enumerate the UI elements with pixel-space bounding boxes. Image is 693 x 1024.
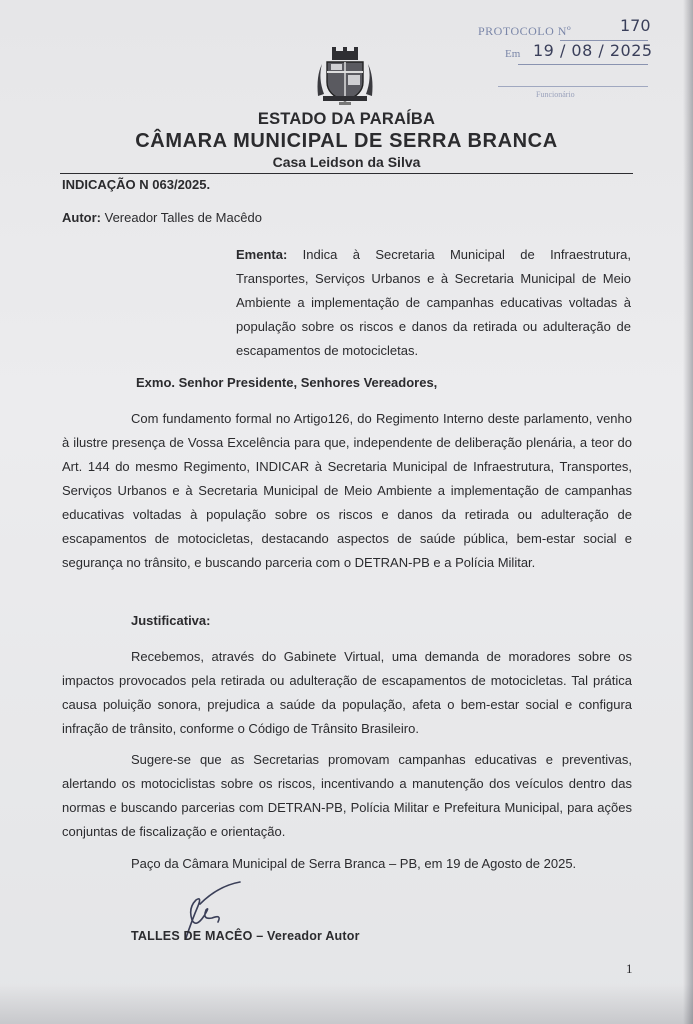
author-label: Autor: [62,210,101,225]
page-edge-shadow [683,0,693,1024]
ementa-block [236,243,631,363]
justification-heading: Justificativa: [131,613,211,628]
header-house-name: Casa Leidson da Silva [272,154,421,170]
stamp-date: 19 / 08 / 2025 [533,41,653,60]
body-paragraph-3: Sugere-se que as Secretarias promovam campanhas educativas e preventivas, alertando os motociclistas sobre os riscos, incentivando a manutenção dos veículos dentro das normas e buscando parcerias com DETRAN-PB, Polícia Militar e Prefeitura Municipal, para ações conjuntas de fiscalização e orientação. [62,752,632,839]
ementa-text: Indica à Secretaria Municipal de Infraestrutura, Transportes, Serviços Urbanos e à Secretaria Municipal de Meio Ambiente a implementação de campanhas educativas voltadas à população sobre os riscos e danos da retirada ou adulteração de escapamentos de motocicletas. [236,247,631,358]
page-number: 1 [626,961,633,976]
indication-number: INDICAÇÃO N 063/2025. [62,177,211,192]
stamp-protocol-number: 170 [620,16,651,35]
author-value: Vereador Talles de Macêdo [104,210,262,225]
header-divider [60,173,633,174]
page-bottom-shadow [0,984,693,1024]
stamp-rule [498,86,648,87]
body-paragraph-1: Com fundamento formal no Artigo126, do Regimento Interno deste parlamento, venho à ilustre presença de Vossa Excelência para que, independente de deliberação plenária, a teor do Art. 144 do mesmo Regimento, INDICAR à Secretaria Municipal de Infraestrutura, Transportes, Serviços Urbanos e à Secretaria Municipal de Meio Ambiente a implementação de campanhas educativas voltadas à população sobre os riscos e danos da retirada ou adulteração de escapamentos de motocicletas, destacando aspectos de saúde pública, bem-estar social e segurança no trânsito, e buscando parceria com o DETRAN-PB e a Polícia Militar. [62,411,632,570]
header-state: ESTADO DA PARAÍBA [257,110,436,128]
salutation: Exmo. Senhor Presidente, Senhores Vereadores, [136,375,438,390]
author-line [62,210,262,225]
header-chamber-name: CÂMARA MUNICIPAL DE SERRA BRANCA [135,130,558,152]
protocol-stamp [478,16,653,102]
municipal-coat-of-arms-icon [312,46,378,106]
closing-line: Paço da Câmara Municipal de Serra Branca – PB, em 19 de Agosto de 2025. [131,856,577,871]
stamp-date-label: Em [505,48,521,60]
signature-line: TALLES DE MACÊO – Vereador Autor [131,929,360,943]
stamp-employee-label: Funcionário [536,90,575,99]
stamp-rule [518,64,648,65]
body-paragraph-2: Recebemos, através do Gabinete Virtual, uma demanda de moradores sobre os impactos provocados pela retirada ou adulteração de escapamentos de motocicletas. Tal prática causa poluição sonora, prejudica a saúde da população, afeta o bem-estar social e configura infração de trânsito, conforme o Código de Trânsito Brasileiro. [62,649,632,736]
ementa-label: Ementa: [236,247,288,262]
stamp-protocol-label: PROTOCOLO Nº [478,24,572,38]
